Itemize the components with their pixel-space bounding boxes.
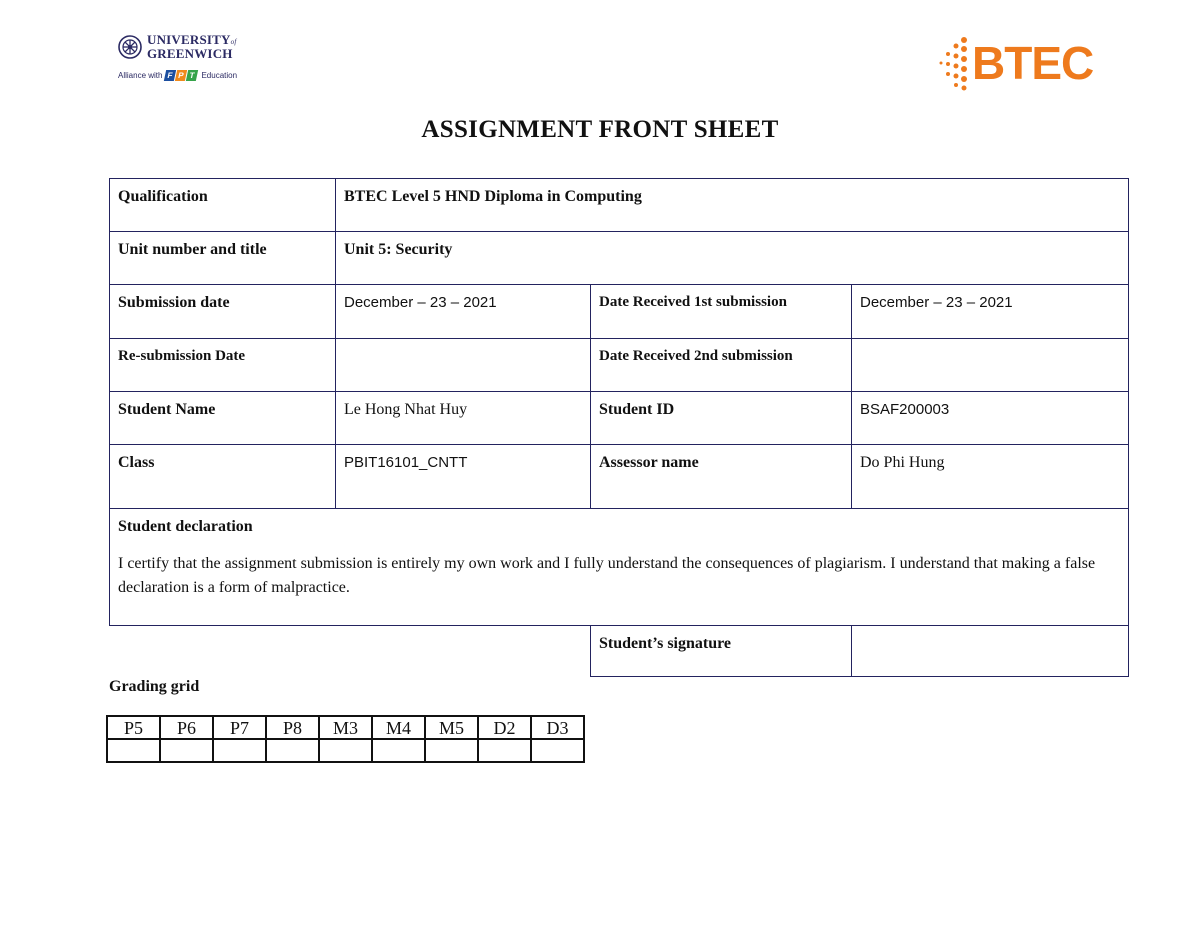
- criteria-cell: M4: [372, 716, 425, 739]
- criteria-cell: D2: [478, 716, 531, 739]
- row-declaration: [110, 509, 1129, 626]
- btec-logo: [936, 32, 1126, 94]
- class-label: Class: [110, 445, 336, 509]
- mark-cell: [160, 739, 213, 762]
- row-class: [110, 445, 1129, 509]
- class-value: PBIT16101_CNTT: [336, 445, 591, 509]
- signature-label: Student’s signature: [591, 626, 852, 677]
- declaration-heading: Student declaration: [118, 518, 253, 535]
- university-of: of: [230, 38, 237, 46]
- mark-cell: [425, 739, 478, 762]
- row-signature: [110, 626, 1129, 677]
- student-name-label: Student Name: [110, 392, 336, 445]
- mark-cell: [107, 739, 160, 762]
- unit-label: Unit number and title: [110, 232, 336, 285]
- received-1st-label: Date Received 1st submission: [591, 285, 852, 339]
- grading-grid-table: [106, 715, 585, 763]
- declaration-text: I certify that the assignment submission is entirely my own work and I fully understand the consequences of plagiarism. I understand that making a false declaration is a form of malpractice.: [118, 555, 1096, 596]
- btec-wordmark: BTEC: [972, 37, 1094, 89]
- alliance-suffix: Education: [201, 71, 238, 80]
- submission-date-label: Submission date: [110, 285, 336, 339]
- student-id-label: Student ID: [591, 392, 852, 445]
- assessor-label: Assessor name: [591, 445, 852, 509]
- front-sheet-table: [109, 178, 1129, 677]
- criteria-cell: P8: [266, 716, 319, 739]
- criteria-cell: M5: [425, 716, 478, 739]
- received-1st-value: December – 23 – 2021: [852, 285, 1129, 339]
- mark-cell: [213, 739, 266, 762]
- criteria-cell: P6: [160, 716, 213, 739]
- resubmission-date-value: [336, 339, 591, 392]
- mark-cell: [478, 739, 531, 762]
- alliance-line: [118, 70, 248, 81]
- mark-cell: [319, 739, 372, 762]
- student-name-value: Le Hong Nhat Huy: [336, 392, 591, 445]
- alliance-prefix: Alliance with: [118, 71, 163, 80]
- fpt-logo: [165, 70, 198, 81]
- criteria-cell: D3: [531, 716, 584, 739]
- fpt-letter-t: T: [186, 70, 198, 81]
- greenwich-seal-icon: [118, 35, 142, 59]
- unit-value: Unit 5: Security: [336, 232, 1129, 285]
- resubmission-date-label: Re-submission Date: [110, 339, 336, 392]
- page-title: ASSIGNMENT FRONT SHEET: [421, 116, 779, 143]
- row-submission: [110, 285, 1129, 339]
- criteria-cell: M3: [319, 716, 372, 739]
- signature-value: [852, 626, 1129, 677]
- criteria-cell: P5: [107, 716, 160, 739]
- declaration-cell: [110, 509, 1129, 626]
- grading-grid-label: Grading grid: [109, 678, 200, 695]
- received-2nd-value: [852, 339, 1129, 392]
- criteria-cell: P7: [213, 716, 266, 739]
- mark-cell: [372, 739, 425, 762]
- row-student: [110, 392, 1129, 445]
- assessor-value: Do Phi Hung: [852, 445, 1129, 509]
- student-id-value: BSAF200003: [852, 392, 1129, 445]
- btec-dots-icon: [936, 32, 976, 94]
- grading-criteria-row: [107, 716, 584, 739]
- university-line2: GREENWICH: [147, 46, 233, 61]
- mark-cell: [266, 739, 319, 762]
- row-resubmission: [110, 339, 1129, 392]
- fpt-letter-f: F: [164, 70, 176, 81]
- submission-date-value: December – 23 – 2021: [336, 285, 591, 339]
- grading-marks-row: [107, 739, 584, 762]
- university-of-greenwich-logo: [118, 34, 248, 94]
- fpt-letter-p: P: [175, 70, 187, 81]
- row-unit: [110, 232, 1129, 285]
- row-qualification: [110, 179, 1129, 232]
- qualification-label: Qualification: [110, 179, 336, 232]
- signature-spacer: [110, 626, 591, 677]
- mark-cell: [531, 739, 584, 762]
- received-2nd-label: Date Received 2nd submission: [591, 339, 852, 392]
- university-line1: UNIVERSITY: [147, 32, 231, 47]
- qualification-value: BTEC Level 5 HND Diploma in Computing: [336, 179, 1129, 232]
